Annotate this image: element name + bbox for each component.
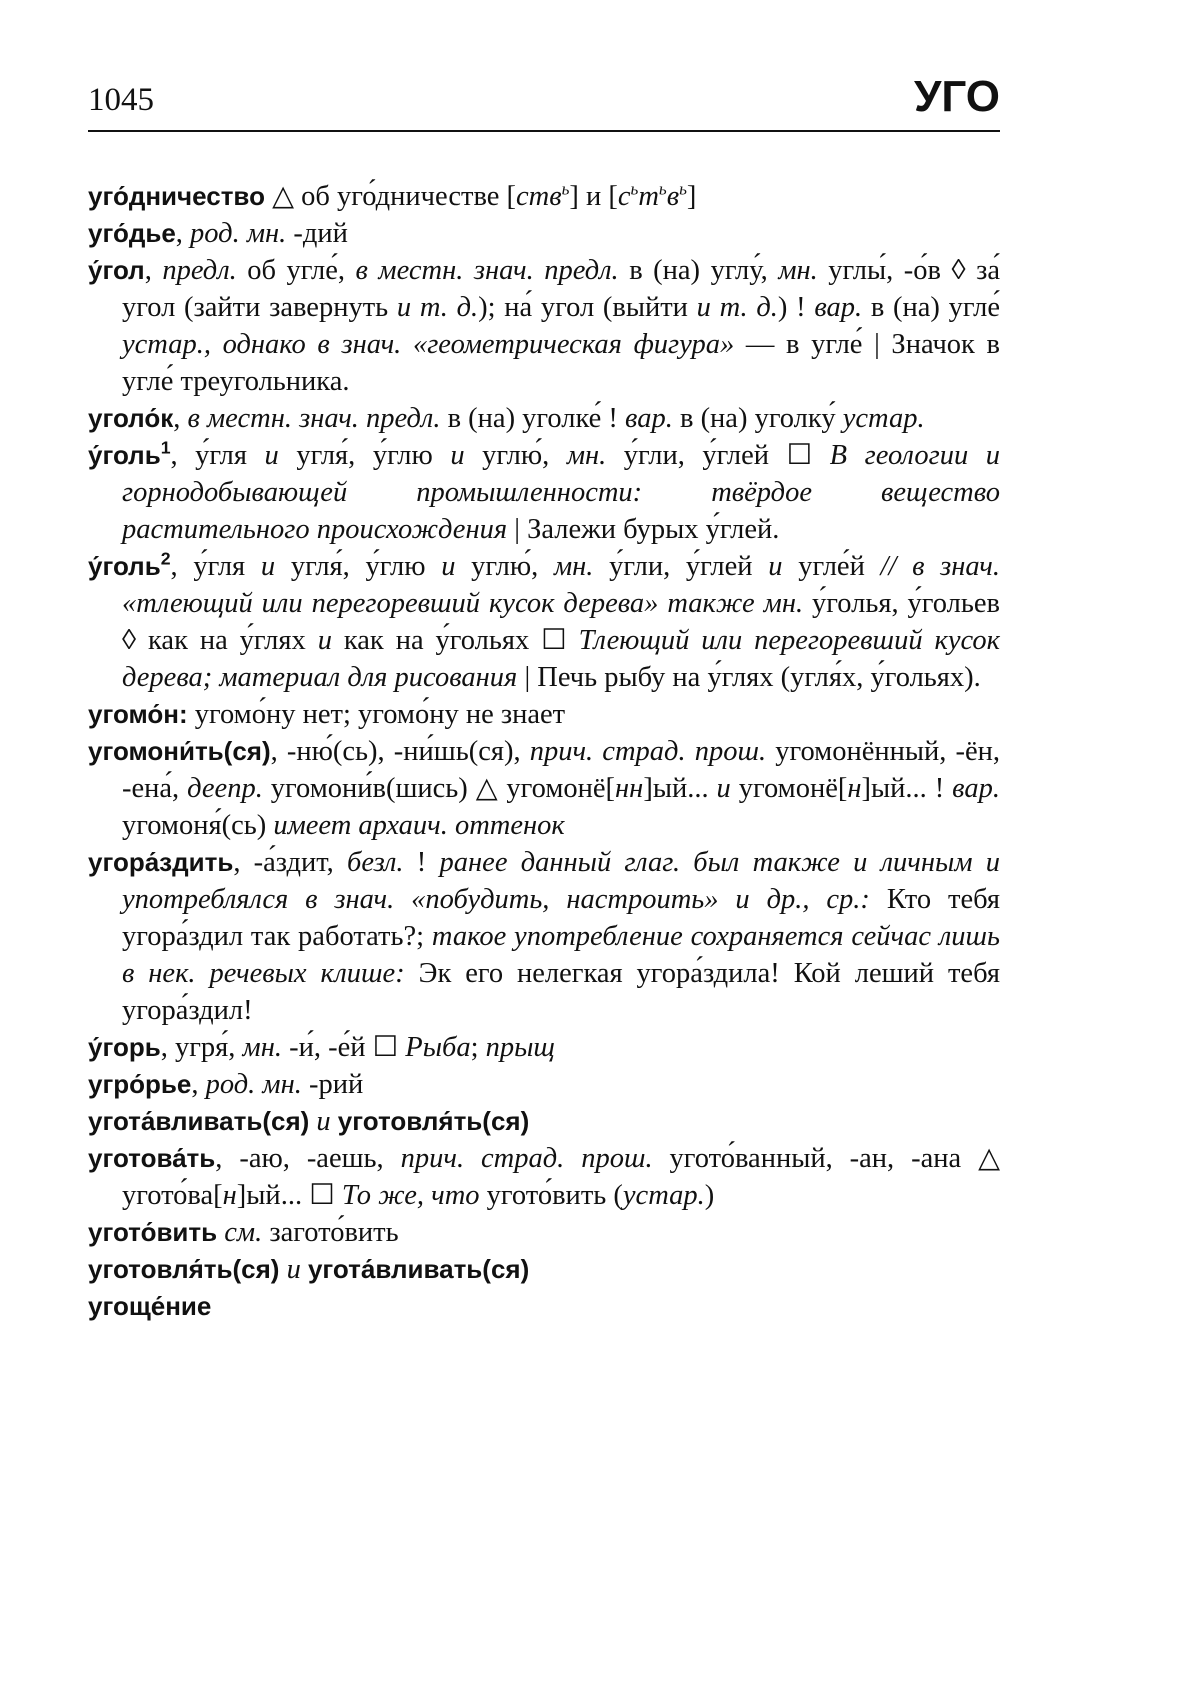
entry-text: углы́, -о́в ◊ за́ угол (зайти завернуть (122, 255, 1001, 323)
entry-text: и (441, 551, 456, 582)
entry-text: ранее данный глаг. был также и личным и употреблялся в знач. «побудить, настроить» и др., ср.: (122, 847, 1000, 915)
entry-text: углю́, (464, 440, 567, 471)
page-number: 1045 (88, 82, 154, 118)
entry-text: у́гли, у́глей ☐ (606, 440, 830, 471)
entry-text: род. мн. (205, 1069, 302, 1100)
entry-text: и (286, 1254, 301, 1285)
entry-text: устар., однако в знач. «геометрическая фигура» (122, 329, 735, 360)
entry-text: безл. (346, 847, 404, 878)
entry-text: т (638, 181, 659, 212)
entry-text: , (173, 403, 188, 434)
entry-text: в (666, 181, 680, 212)
dictionary-entry (88, 1251, 1000, 1288)
headword: у́гол (88, 255, 145, 285)
entry-text: как на у́гольях ☐ (331, 625, 579, 656)
page-header (88, 72, 1000, 132)
entry-text: в местн. знач. предл. (187, 403, 441, 434)
entry-text: нн (615, 773, 644, 804)
headword: угора́здить (88, 847, 234, 877)
headword: угро́рье (88, 1069, 192, 1099)
dictionary-entry (88, 696, 1000, 733)
headword: угоще́ние (88, 1291, 212, 1321)
entry-text: такое употребление сохраняется сейчас лишь в нек. речевых клише: (122, 921, 1000, 989)
entry-text: В геологии и горнодобывающей промышленности: твёрдое вещество растительного происхождения (122, 440, 1000, 545)
entry-text: | Печь рыбу на у́глях (угля́х, у́гольях). (517, 662, 981, 693)
entry-text: ь (679, 179, 687, 199)
entry-text: ; (470, 1032, 486, 1063)
entry-text: у́голья, у́гольев ◊ как на у́глях (122, 588, 1000, 656)
entry-text: ) (704, 1180, 715, 1211)
entry-text: мн. (553, 551, 594, 582)
dictionary-entry (88, 437, 1000, 548)
entry-text (279, 1254, 286, 1285)
entry-text: и (317, 625, 332, 656)
dictionary-entry (88, 1029, 1000, 1066)
entry-text: Тлеющий или перегоревший кусок дерева; материал для рисования (122, 625, 1001, 693)
entry-text: в (на) углу́, (618, 255, 779, 286)
entry-text: , у́гля (170, 551, 261, 582)
entry-text: угомоня́(сь) (122, 810, 274, 841)
entry-text: ств (516, 181, 562, 212)
headword: угомони́ть(ся) (88, 736, 271, 766)
entry-text: ] (686, 181, 697, 212)
dictionary-entry (88, 252, 1000, 400)
headword: уго́дничество (88, 181, 265, 211)
entry-text: , (144, 255, 163, 286)
entry-text: прыщ (485, 1032, 555, 1063)
dictionary-entry (88, 400, 1000, 437)
dictionary-entry (88, 215, 1000, 252)
headword: уголо́к (88, 403, 174, 433)
entry-text: прич. страд. прош. (400, 1143, 653, 1174)
entry-text: , -а́здит, (233, 847, 347, 878)
entry-text: вар. (952, 773, 1000, 804)
entry-text: у́гли, у́глей (593, 551, 769, 582)
dictionary-entry (88, 1214, 1000, 1251)
entry-text: угомонё[ (730, 773, 848, 804)
entry-text: Рыба (405, 1032, 471, 1063)
entry-text: мн. (242, 1032, 282, 1063)
entry-text: ]ый... ☐ (236, 1180, 342, 1211)
dictionary-entry (88, 178, 1000, 215)
headword: у́голь (88, 551, 161, 581)
entry-text: ь (658, 179, 667, 199)
entry-text: и (264, 440, 279, 471)
entry-text: угле́й (782, 551, 881, 582)
entry-text: н (847, 773, 862, 804)
entry-text: , -аю, -аешь, (215, 1143, 401, 1174)
entry-text: и (316, 1106, 331, 1137)
entry-text: угото́ванный, -ан, -ана △ угото́ва[ (122, 1143, 1000, 1211)
entry-text: , угря́, (160, 1032, 243, 1063)
entry-text: деепр. (187, 773, 263, 804)
entry-text: -рий (301, 1069, 364, 1100)
entry-text: в (на) угле́ (862, 292, 1000, 323)
entry-text: угота́вливать(ся) (307, 1254, 530, 1284)
entry-text: | Залежи бурых у́глей. (507, 514, 780, 545)
entry-text: , у́гля (170, 440, 265, 471)
entry-text: ] и [ (569, 181, 618, 212)
entry-text: об угле́, (236, 255, 356, 286)
entry-text: предл. (162, 255, 237, 286)
entry-text: угото́вить ( (479, 1180, 623, 1211)
headword: уго́дье (88, 218, 176, 248)
entry-text: и (260, 551, 276, 582)
dictionary-entry (88, 1288, 1000, 1325)
entry-text: ! (403, 847, 440, 878)
entry-text: ); на́ угол (выйти (478, 292, 697, 323)
entry-text: ) ! (777, 292, 815, 323)
entry-text: и т. д. (696, 292, 778, 323)
entry-text: ь (561, 179, 570, 199)
entry-text: имеет архаич. оттенок (273, 810, 565, 841)
entry-text: н (222, 1180, 237, 1211)
entry-text: ]ый... ! (861, 773, 953, 804)
entry-text: // в знач. «тлеющий или перегоревший кусок дерева» также мн. (122, 551, 1000, 619)
entry-text: и (450, 440, 465, 471)
entry-text: в (на) уголке́ ! (440, 403, 626, 434)
entry-text: и (768, 551, 783, 582)
dictionary-entry (88, 1140, 1000, 1214)
headword: угомо́н: (88, 699, 188, 729)
entry-text: см. (224, 1217, 263, 1248)
dictionary-entry (88, 733, 1000, 844)
entry-text: устар. (842, 403, 925, 434)
headword: угота́вливать(ся) (88, 1106, 310, 1136)
entry-text: угля́, у́глю (278, 440, 451, 471)
dictionary-entry (88, 1066, 1000, 1103)
dictionary-entry (88, 844, 1000, 1029)
entry-text: устар. (622, 1180, 705, 1211)
entry-text: ]ый... (643, 773, 717, 804)
headword: у́голь (88, 440, 161, 470)
entry-text: , -ню́(сь), -ни́шь(ся), (270, 736, 530, 767)
entry-text: в (на) уголку́ (672, 403, 843, 434)
dictionary-entry (88, 548, 1000, 696)
entry-text: вар. (814, 292, 863, 323)
entry-text (301, 1254, 308, 1285)
entry-text: род. мн. (190, 218, 287, 249)
entry-text: мн. (566, 440, 607, 471)
entry-text: Кто тебя угора́здил так работать?; (122, 884, 1000, 952)
entry-text: , (191, 1069, 206, 1100)
guide-word: УГО (914, 72, 1000, 121)
headword: уготова́ть (88, 1143, 216, 1173)
headword: уготовля́ть(ся) (88, 1254, 280, 1284)
entry-text: и (716, 773, 731, 804)
entry-text: прич. страд. прош. (529, 736, 767, 767)
entry-text (331, 1106, 338, 1137)
entry-text: мн. (778, 255, 818, 286)
entry-text: в местн. знач. предл. (355, 255, 619, 286)
entry-text: То же, что (341, 1180, 480, 1211)
entry-text: угомо́ну нет; угомо́ну не знает (187, 699, 566, 730)
headword: у́горь (88, 1032, 161, 1062)
entry-text: уготовля́ть(ся) (337, 1106, 530, 1136)
entry-text: вар. (625, 403, 673, 434)
entry-text: 1 (160, 437, 171, 458)
entry-text: Эк его нелегкая угора́здила! Кой леший тебя угора́здил! (122, 958, 1000, 1026)
entry-text: угомони́в(шись) △ угомонё[ (262, 773, 616, 804)
entry-text: с (617, 181, 631, 212)
entry-text: углю́, (455, 551, 554, 582)
entry-text: , (175, 218, 191, 249)
entry-text: и т. д. (396, 292, 479, 323)
dictionary-entries (88, 178, 1000, 1325)
entry-text: -дий (286, 218, 348, 249)
headword: угото́вить (88, 1217, 218, 1247)
dictionary-entry (88, 1103, 1000, 1140)
entry-text: угля́, у́глю (275, 551, 442, 582)
entry-text: — в угле́ | Значок в угле́ треугольника. (122, 329, 1000, 397)
entry-text: ь (630, 179, 639, 199)
entry-text: угомонённый, -ён, -ена́, (122, 736, 1001, 804)
entry-text: -и́, -е́й ☐ (281, 1032, 406, 1063)
entry-text: 2 (160, 548, 171, 569)
entry-text: △ об уго́дничестве [ (264, 181, 517, 212)
entry-text: загото́вить (262, 1217, 399, 1248)
